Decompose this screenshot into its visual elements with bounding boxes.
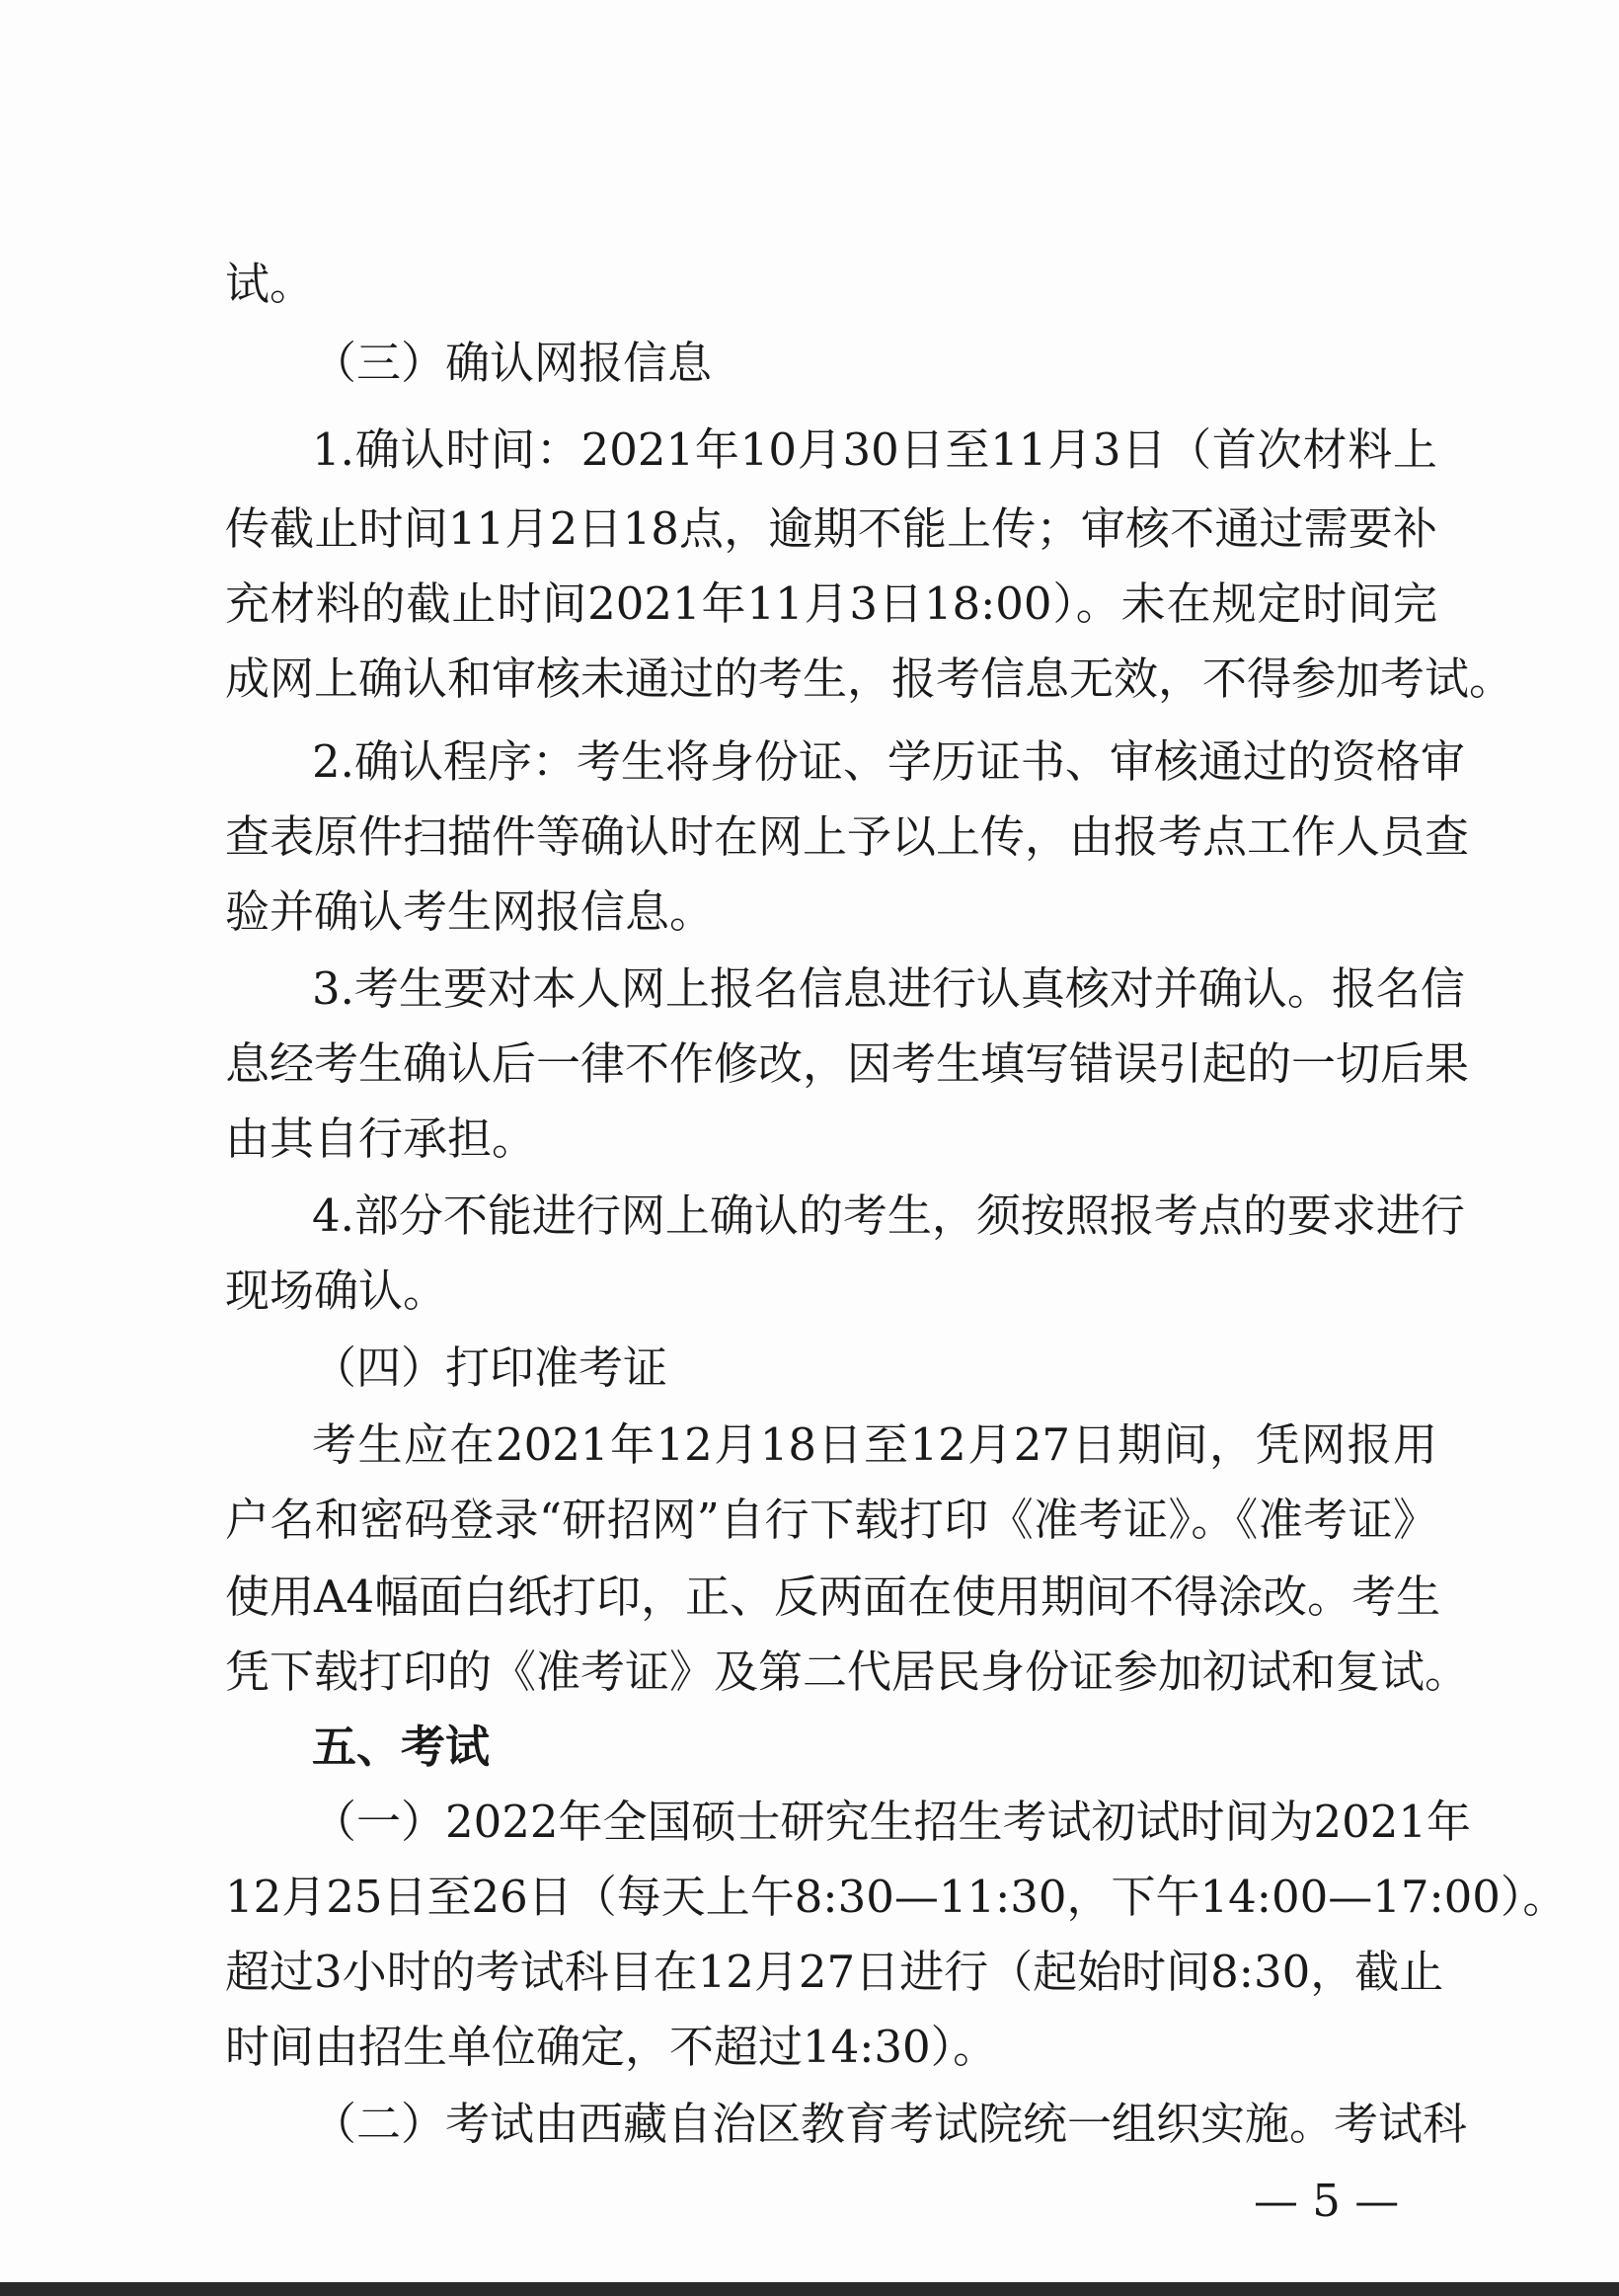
scan-bottom-edge xyxy=(0,2282,1619,2296)
text-line-22: 12月25日至26日（每天上午8:30—11:30，下午14:00—17:00）。 xyxy=(225,1871,1568,1923)
section-heading-4: （四）打印准考证 xyxy=(312,1341,668,1394)
text-line-13: 4.部分不能进行网上确认的考生，须按照报考点的要求进行 xyxy=(312,1189,1465,1242)
text-line-1: 试。 xyxy=(225,258,315,310)
section-heading-5: 五、考试 xyxy=(312,1721,491,1773)
text-line-9: 验并确认考生网报信息。 xyxy=(225,885,715,938)
text-line-21: （一）2022年全国硕士研究生招生考试初试时间为2021年 xyxy=(312,1796,1472,1848)
text-line-17: 户名和密码登录“研招网”自行下载打印《准考证》。《准考证》 xyxy=(225,1493,1437,1546)
text-line-11: 息经考生确认后一律不作修改，因考生填写错误引起的一切后果 xyxy=(225,1037,1470,1090)
text-line-4: 传截止时间11月2日18点，逾期不能上传；审核不通过需要补 xyxy=(225,502,1437,555)
page-number: — 5 — xyxy=(1254,2175,1400,2227)
text-line-23: 超过3小时的考试科目在12月27日进行（起始时间8:30，截止 xyxy=(225,1946,1444,1998)
text-line-8: 查表原件扫描件等确认时在网上予以上传，由报考点工作人员查 xyxy=(225,810,1470,863)
text-line-25: （二）考试由西藏自治区教育考试院统一组织实施。考试科 xyxy=(312,2098,1468,2150)
section-heading-3: （三）确认网报信息 xyxy=(312,337,713,389)
text-line-3: 1.确认时间：2021年10月30日至11月3日（首次材料上 xyxy=(312,423,1437,476)
text-line-7: 2.确认程序：考生将身份证、学历证书、审核通过的资格审 xyxy=(312,735,1465,788)
text-line-24: 时间由招生单位确定，不超过14:30）。 xyxy=(225,2021,998,2073)
text-line-18: 使用A4幅面白纸打印，正、反两面在使用期间不得涂改。考生 xyxy=(225,1570,1441,1623)
text-line-12: 由其自行承担。 xyxy=(225,1112,537,1165)
text-line-6: 成网上确认和审核未通过的考生，报考信息无效，不得参加考试。 xyxy=(225,652,1514,705)
text-line-19: 凭下载打印的《准考证》及第二代居民身份证参加初试和复试。 xyxy=(225,1645,1470,1698)
text-line-5: 充材料的截止时间2021年11月3日18:00）。未在规定时间完 xyxy=(225,577,1437,630)
text-line-16: 考生应在2021年12月18日至12月27日期间，凭网报用 xyxy=(312,1418,1437,1471)
text-line-10: 3.考生要对本人网上报名信息进行认真核对并确认。报名信 xyxy=(312,962,1465,1015)
text-line-14: 现场确认。 xyxy=(225,1264,448,1317)
